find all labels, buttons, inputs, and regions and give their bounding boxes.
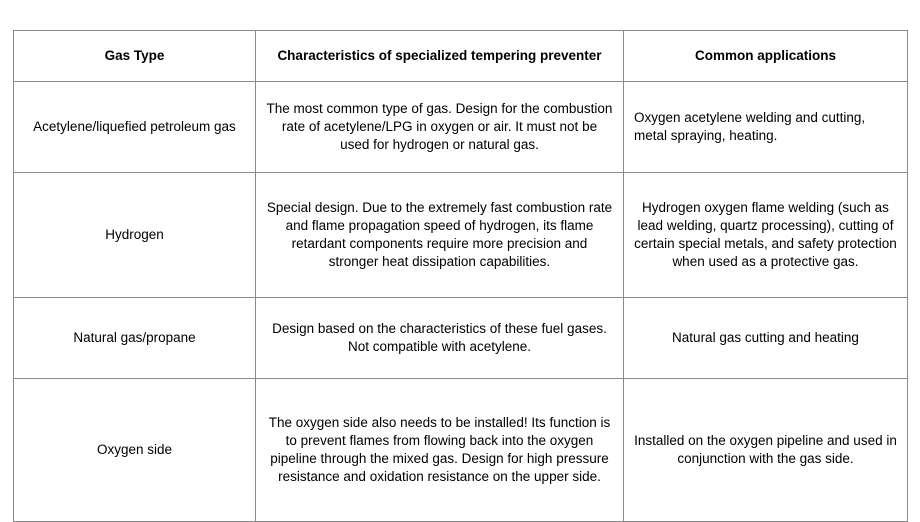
cell-gas-type: Acetylene/liquefied petroleum gas	[14, 82, 256, 173]
cell-applications: Hydrogen oxygen flame welding (such as lead welding, quartz processing), cutting of certain special metals, and safety protection when used as a protective gas.	[624, 173, 908, 298]
table-row	[14, 298, 908, 379]
cell-gas-type: Oxygen side	[14, 379, 256, 522]
cell-characteristics: Design based on the characteristics of these fuel gases. Not compatible with acetylene.	[256, 298, 624, 379]
cell-applications: Natural gas cutting and heating	[624, 298, 908, 379]
cell-gas-type: Natural gas/propane	[14, 298, 256, 379]
table-row	[14, 82, 908, 173]
table-header	[14, 31, 908, 82]
table-row	[14, 379, 908, 522]
cell-characteristics: The oxygen side also needs to be installed! Its function is to prevent flames from flowing back into the oxygen pipeline through the mixed gas. Design for high pressure resistance and oxidation resistance on the upper side.	[256, 379, 624, 522]
cell-applications: Oxygen acetylene welding and cutting, metal spraying, heating.	[624, 82, 908, 173]
cell-gas-type: Hydrogen	[14, 173, 256, 298]
column-header-characteristics: Characteristics of specialized tempering preventer	[256, 31, 624, 82]
cell-characteristics: The most common type of gas. Design for the combustion rate of acetylene/LPG in oxygen or air. It must not be used for hydrogen or natural gas.	[256, 82, 624, 173]
column-header-applications: Common applications	[624, 31, 908, 82]
column-header-gas-type: Gas Type	[14, 31, 256, 82]
cell-applications: Installed on the oxygen pipeline and used in conjunction with the gas side.	[624, 379, 908, 522]
cell-characteristics: Special design. Due to the extremely fast combustion rate and flame propagation speed of hydrogen, its flame retardant components require more precision and stronger heat dissipation capabilities.	[256, 173, 624, 298]
table-row	[14, 173, 908, 298]
table-body	[14, 82, 908, 522]
gas-type-specification-table	[13, 30, 908, 522]
table-header-row	[14, 31, 908, 82]
